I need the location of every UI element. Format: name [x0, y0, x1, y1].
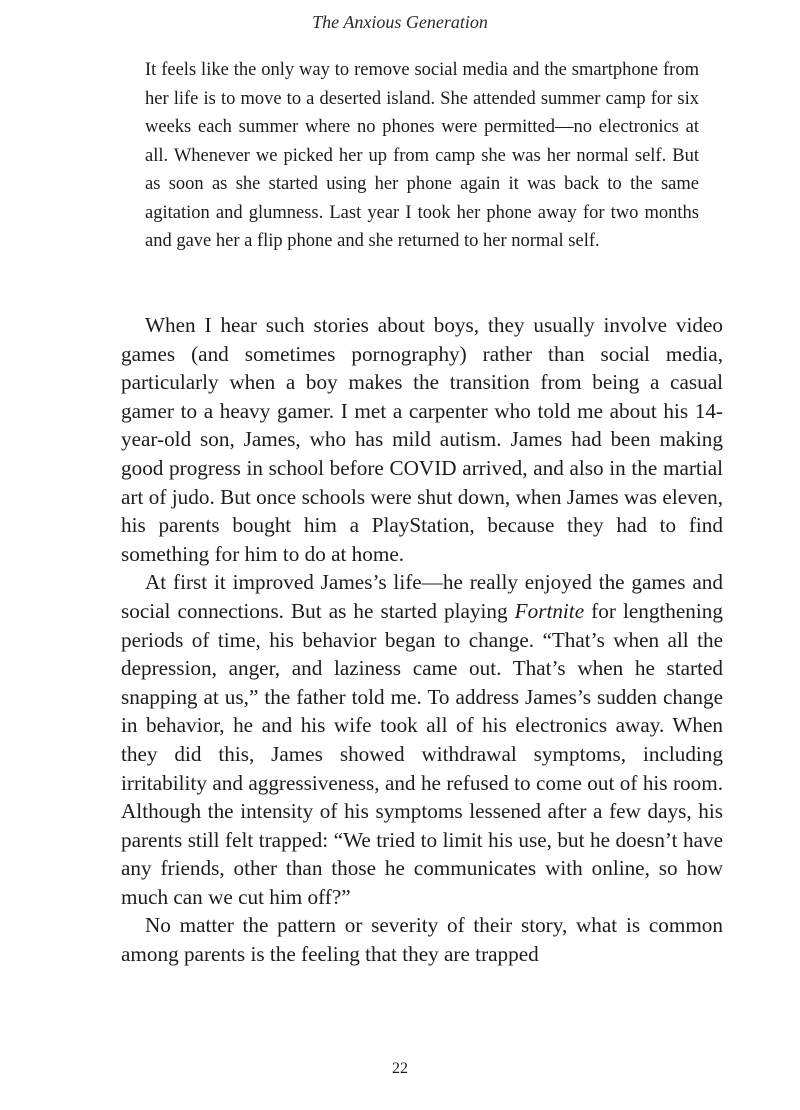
body-text — [121, 311, 723, 969]
running-head: The Anxious Generation — [312, 12, 488, 32]
paragraph-2-italic-title: Fortnite — [514, 598, 585, 623]
block-quote-text: It feels like the only way to remove social media and the smartphone from her life is to move to a deserted island. She attended summer camp for six weeks each summer where no phones were permitted—no electronics at all. Whenever we picked her up from camp she was her normal self. But as soon as she started using her phone again it was back to the same agitation and glumness. Last year I took her phone away for two months and gave her a flip phone and she returned to her normal self. — [145, 60, 699, 251]
paragraph-2-text-before: At first it improved James’s life—he really enjoyed the games and social connections. But as he started playing — [121, 570, 723, 623]
paragraph-2-text-after: for lengthening periods of time, his behavior began to change. “That’s when all the depression, anger, and laziness came out. That’s when he started snapping at us,” the father told me. To address James’s sudden change in behavior, he and his wife took all of his electronics away. When they did this, James showed withdrawal symptoms, including irritability and aggressiveness, and he refused to come out of his room. Although the intensity of his symptoms lessened after a few days, his parents still felt trapped: “We tried to limit his use, but he doesn’t have any friends, other than those he communicates with online, so how much can we cut him off?” — [121, 598, 723, 909]
paragraph-2 — [121, 568, 723, 911]
paragraph-3: No matter the pattern or severity of their story, what is common among parents is the feeling that they are trapped — [121, 913, 723, 967]
block-quote — [145, 56, 699, 256]
page-number: 22 — [392, 1060, 408, 1077]
paragraph-1: When I hear such stories about boys, they usually involve video games (and sometimes pornography) rather than social media, particularly when a boy makes the transition from being a casual gamer to a heavy gamer. I met a carpenter who told me about his 14-year-old son, James, who has mild autism. James had been making good progress in school before COVID arrived, and also in the martial art of judo. But once schools were shut down, when James was eleven, his parents bought him a PlayStation, because they had to find something for him to do at home. — [121, 313, 723, 566]
